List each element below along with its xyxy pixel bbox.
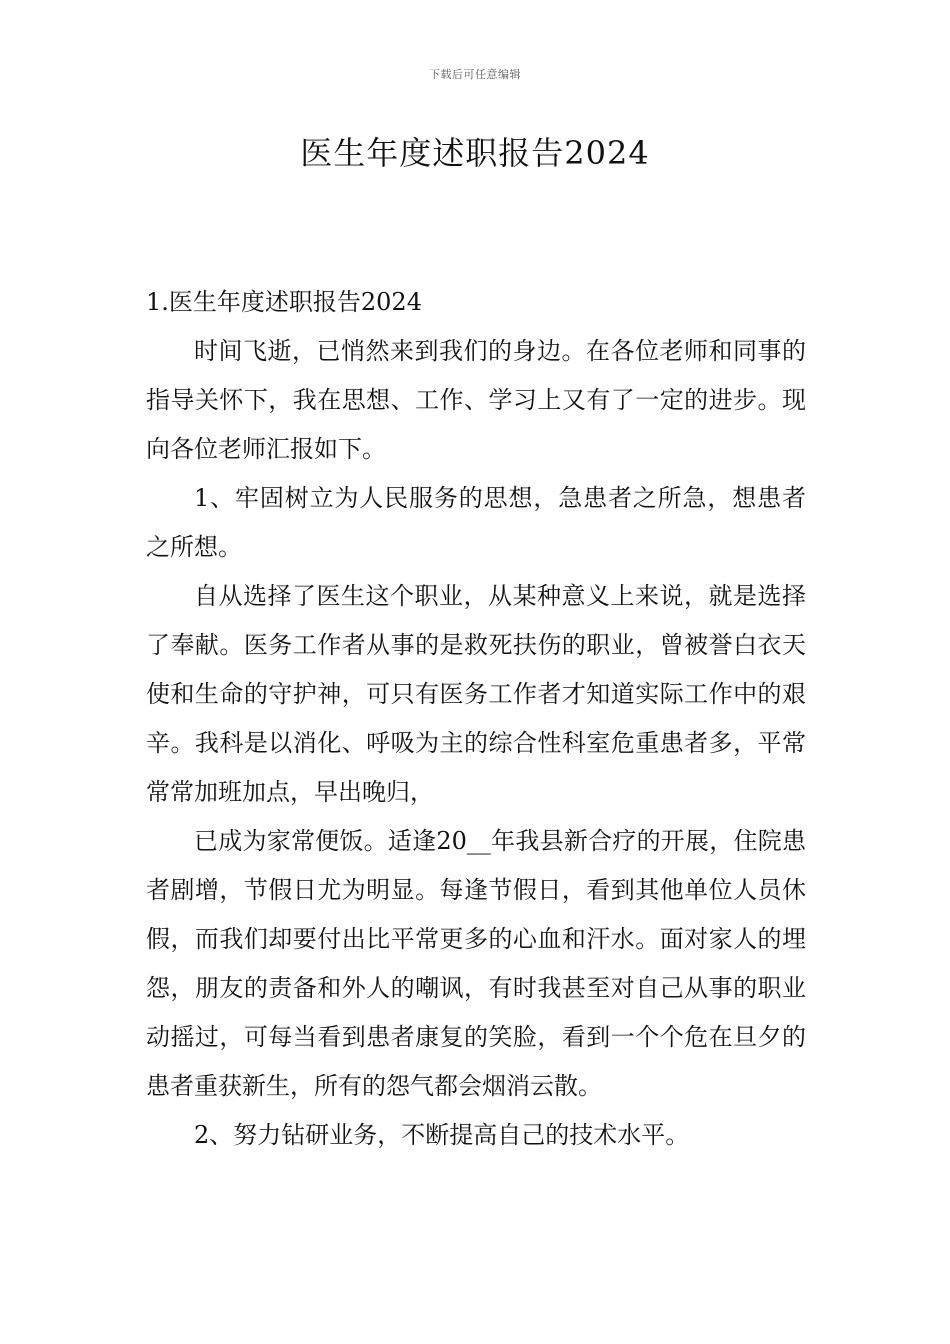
document-body [146,278,806,1160]
paragraph-point-2: 2、努力钻研业务，不断提高自己的技术水平。 [194,1121,690,1149]
header-note: 下载后可任意编辑 [429,68,521,81]
section-heading: 1.医生年度述职报告2024 [146,288,422,316]
paragraph-point-1: 1、牢固树立为人民服务的思想，急患者之所急，想患者之所想。 [146,484,806,561]
paragraph-dedication: 自从选择了医生这个职业，从某种意义上来说，就是选择了奉献。医务工作者从事的是救死扶伤的职业，曾被誉白衣天使和生命的守护神，可只有医务工作者才知道实际工作中的艰辛。我科是以消化、呼吸为主的综合性科室危重患者多，平常常常加班加点，早出晚归， [146,582,806,806]
document-title: 医生年度述职报告2024 [300,134,650,172]
paragraph-holidays: 已成为家常便饭。适逢20__年我县新合疗的开展，住院患者剧增，节假日尤为明显。每逢节假日，看到其他单位人员休假，而我们却要付出比平常更多的心血和汗水。面对家人的埋怨，朋友的责备和外人的嘲讽，有时我甚至对自己从事的职业动摇过，可每当看到患者康复的笑脸，看到一个个危在旦夕的患者重获新生，所有的怨气都会烟消云散。 [146,827,806,1100]
paragraph-intro: 时间飞逝，已悄然来到我们的身边。在各位老师和同事的指导关怀下，我在思想、工作、学习上又有了一定的进步。现向各位老师汇报如下。 [146,337,806,463]
